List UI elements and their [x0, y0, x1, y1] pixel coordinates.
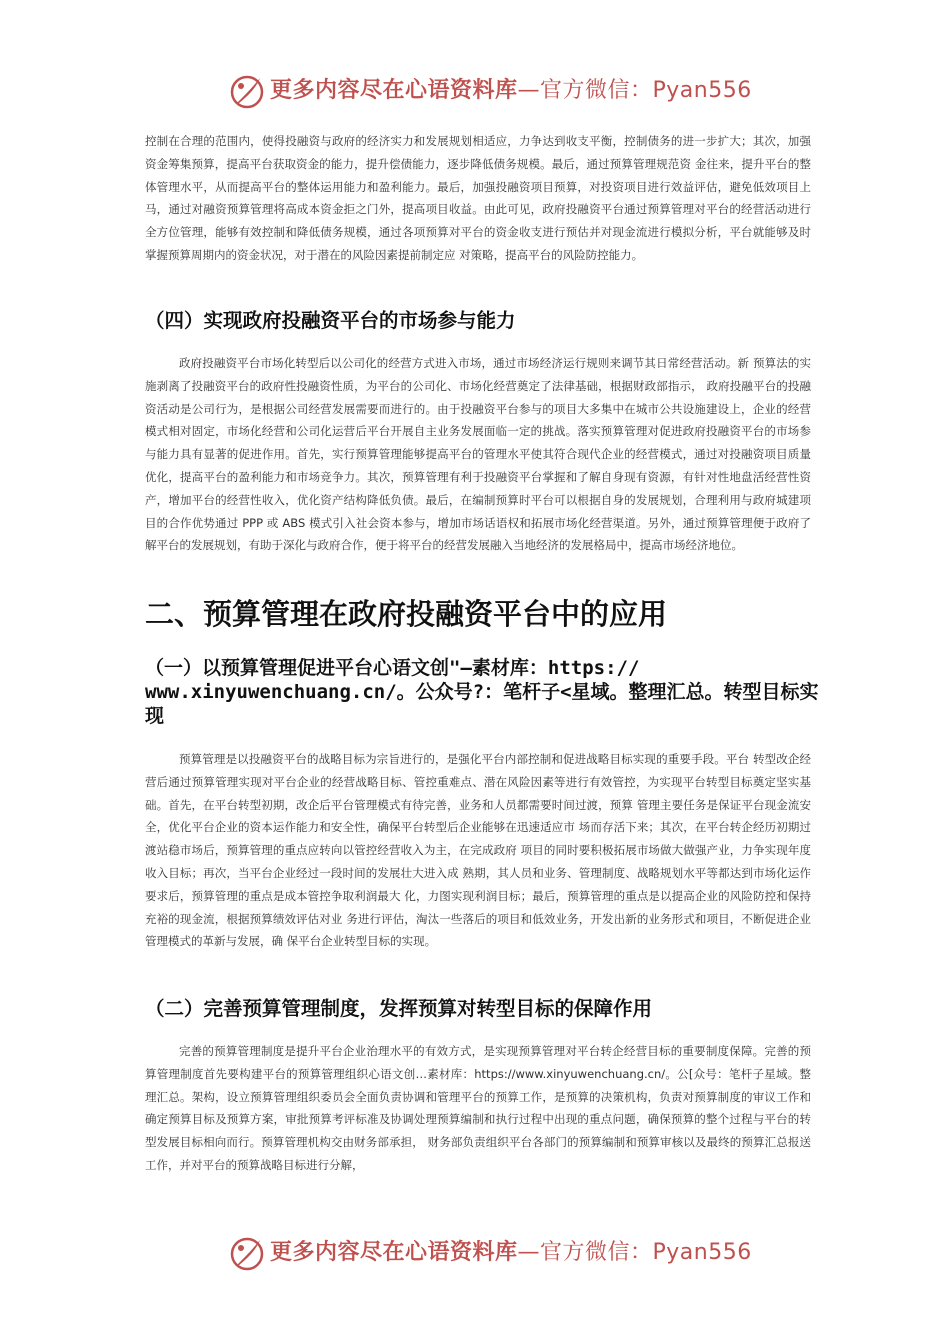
header-banner — [0, 70, 950, 114]
heading-subsection-one: （一）以预算管理促进平台心语文创"—素材库：https:// www.xinyuwenchuang.cn/。公众号?：笔杆子<星域。整理汇总。转型目标实现 — [145, 657, 819, 727]
paragraph-subsection-two: 完善的预算管理制度是提升平台企业治理水平的有效方式，是实现预算管理对平台转企经营目标的重要制度保障。完善的预算管理制度首先要构建平台的预算管理组织心语文创…素材库：https://www.xinyuwenchuang.cn/。公[众号：笔杆子星域。整理汇总。架构，设立预算管理组织委员会全面负责协调和管理平台的预算工作，是预算的决策机构，负责对预算制度的审议工作和确定预算目标及预算方案，审批预算考评标准及协调处理预算编制和执行过程中出现的重点问题，确保预算的整个过程与平台的转型发展目标相向而行。预算管理机构交由财务部承担， 财务部负责组织平台各部门的预算编制和预算审核以及最终的预算汇总报送工作，并对平台的预算战略目标进行分解， — [145, 1044, 811, 1172]
banner-dash: — — [517, 1240, 541, 1265]
footer-banner — [0, 1232, 950, 1276]
heading-section-four: （四）实现政府投融资平台的市场参与能力 — [145, 309, 516, 332]
banner-text — [270, 76, 752, 106]
banner-main: 更多内容尽在心语资料库 — [270, 78, 518, 103]
banner-main: 更多内容尽在心语资料库 — [270, 1240, 518, 1265]
heading-chapter-two: 二、预算管理在政府投融资平台中的应用 — [145, 597, 668, 631]
banner-dash: — — [517, 78, 541, 103]
banner-wechat: 官方微信：Pyan556 — [540, 78, 752, 103]
banner-wechat: 官方微信：Pyan556 — [540, 1240, 752, 1265]
heading-subsection-two: （二）完善预算管理制度，发挥预算对转型目标的保障作用 — [145, 997, 653, 1020]
banner-text — [270, 1238, 752, 1268]
paragraph-section-four: 政府投融资平台市场化转型后以公司化的经营方式进入市场，通过市场经济运行规则来调节其日常经营活动。新 预算法的实施剥离了投融资平台的政府性投融资性质，为平台的公司化、市场化经营奠定了法律基础，根据财政部指示， 政府投融平台的投融资活动是公司行为，是根据公司经营发展需要而进行的。由于投融资平台参与的项目大多集中在城市公共设施建设上，企业的经营模式相对固定，市场化经营和公司化运营后平台开展自主业务发展面临一定的挑战。落实预算管理对促进政府投融资平台的市场参与能力具有显著的促进作用。首先，实行预算管理能够提高平台的管理水平使其符合现代企业的经营模式，通过对投融资项目质量优化，提高平台的盈利能力和市场竞争力。其次，预算管理有利于投融资平台掌握和了解自身现有资源，有针对性地盘活经营性资产，增加平台的经营性收入，优化资产结构降低负债。最后，在编制预算时平台可以根据自身的发展规划，合理利用与政府城建项目的合作优势通过 PPP 或 ABS 模式引入社会资本参与，增加市场话语权和拓展市场化经营渠道。另外，通过预算管理便于政府了解平台的发展规划，有助于深化与政府合作，便于将平台的经营发展融入当地经济的发展格局中，提高市场经济地位。 — [145, 356, 811, 553]
feather-logo-icon — [228, 1236, 266, 1272]
paragraph-subsection-one: 预算管理是以投融资平台的战略目标为宗旨进行的，是强化平台内部控制和促进战略目标实现的重要手段。平台 转型改企经营后通过预算管理实现对平台企业的经营战略目标、管控重难点、潜在风险因素等进行有效管控，为实现平台转型目标奠定坚实基础。首先，在平台转型初期，改企后平台管理模式有待完善，业务和人员都需要时间过渡，预算 管理主要任务是保证平台现金流安全，优化平台企业的资本运作能力和安全性，确保平台转型后企业能够在迅速适应市 场而存活下来；其次，在平台转企经历初期过渡站稳市场后，预算管理的重点应转向以管控经营收入为主，在完成政府 项目的同时要积极拓展市场做大做强产业，力争实现年度收入目标；再次，当平台企业经过一段时间的发展壮大进入成 熟期，其人员和业务、管理制度、战略规划水平等都达到市场化运作要求后，预算管理的重点是成本管控争取利润最大 化，力图实现利润目标；最后，预算管理的重点是以提高企业的风险防控和保持充裕的现金流，根据预算绩效评估对业 务进行评估，淘汰一些落后的项目和低效业务，开发出新的业务形式和项目，不断促进企业管理模式的革新与发展，确 保平台企业转型目标的实现。 — [145, 752, 811, 949]
paragraph-intro: 控制在合理的范围内，使得投融资与政府的经济实力和发展规划相适应，力争达到收支平衡，控制债务的进一步扩大；其次，加强资金筹集预算，提高平台获取资金的能力，提升偿债能力，逐步降低债务规模。最后，通过预算管理规范资 金往来，提升平台的整体管理水平，从而提高平台的整体运用能力和盈利能力。最后，加强投融资项目预算，对投资项目进行效益评估，避免低效项目上马，通过对融资预算管理将高成本资金拒之门外，提高项目收益。由此可见，政府投融资平台通过预算管理对平台的经营活动进行全方位管理，能够有效控制和降低债务规模，通过各项预算对平台的资金收支进行预估并对现金流进行模拟分析，平台就能够及时掌握预算周期内的资金状况，对于潜在的风险因素提前制定应 对策略，提高平台的风险防控能力。 — [145, 134, 811, 262]
feather-logo-icon — [228, 74, 266, 110]
